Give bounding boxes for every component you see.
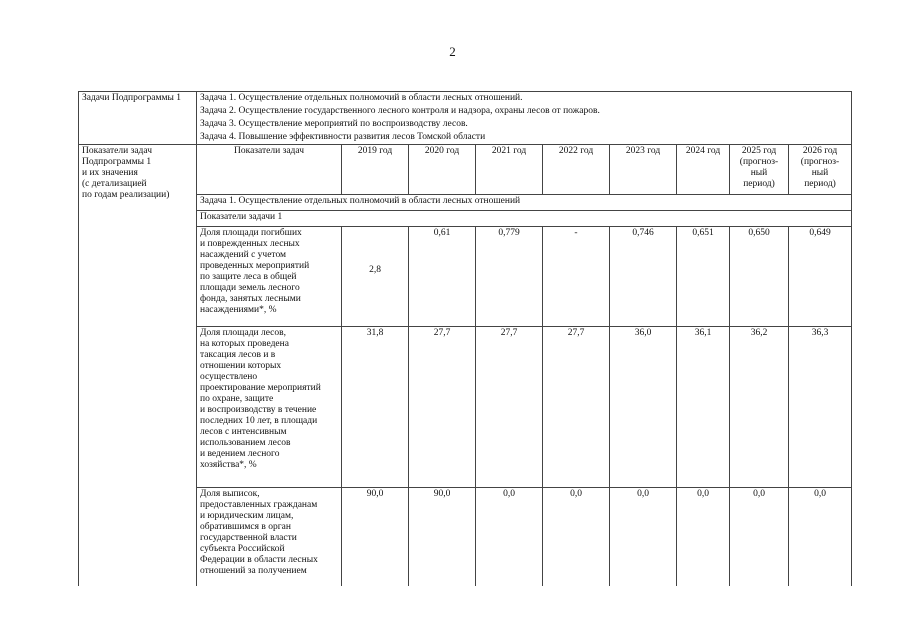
header-year-2022: 2022 год xyxy=(543,145,610,195)
subprogram-passport-table xyxy=(78,91,852,586)
indicator-name: Доля площади погибших и поврежденных лесных насаждений с учетом проведенных мероприятий по защите леса в общей площади земель лесного фонда, занятых лесными насаждениями*, % xyxy=(197,227,342,327)
value-2025: 0,650 xyxy=(730,227,789,327)
indicator-name: Доля выписок, предоставленных гражданам и юридическим лицам, обратившимся в орган государственной власти субъекта Российской Федерации в области лесных отношений за получением xyxy=(197,488,342,586)
value-2023: 0,746 xyxy=(610,227,677,327)
header-year-2019: 2019 год xyxy=(342,145,409,195)
value-2021: 27,7 xyxy=(476,327,543,488)
task-1-title: Задача 1. Осуществление отдельных полномочий в области лесных отношений xyxy=(197,195,852,211)
tasks-label: Задачи Подпрограммы 1 xyxy=(79,92,197,145)
task-item-1: Задача 1. Осуществление отдельных полномочий в области лесных отношений. xyxy=(197,92,852,106)
value-2020: 90,0 xyxy=(409,488,476,586)
value-2020: 27,7 xyxy=(409,327,476,488)
value-2025: 36,2 xyxy=(730,327,789,488)
value-2020: 0,61 xyxy=(409,227,476,327)
header-year-2025-forecast: 2025 год (прогноз- ный период) xyxy=(730,145,789,195)
page-number: 2 xyxy=(449,44,456,59)
value-2024: 0,651 xyxy=(677,227,730,327)
value-2021: 0,0 xyxy=(476,488,543,586)
header-indicator-name: Показатели задач xyxy=(197,145,342,195)
tasks-row xyxy=(79,92,852,106)
value-2024: 0,0 xyxy=(677,488,730,586)
task-item-4: Задача 4. Повышение эффективности развития лесов Томской области xyxy=(197,131,852,145)
value-2019: 31,8 xyxy=(342,327,409,488)
task-item-3: Задача 3. Осуществление мероприятий по воспроизводству лесов. xyxy=(197,118,852,131)
value-2023: 0,0 xyxy=(610,488,677,586)
value-2019: 2,8 xyxy=(342,227,409,327)
task-1-indicators-title: Показатели задачи 1 xyxy=(197,211,852,227)
value-2026: 0,0 xyxy=(789,488,852,586)
value-2022: 0,0 xyxy=(543,488,610,586)
value-2026: 0,649 xyxy=(789,227,852,327)
value-2021: 0,779 xyxy=(476,227,543,327)
value-2019: 90,0 xyxy=(342,488,409,586)
indicator-name: Доля площади лесов, на которых проведена таксация лесов и в отношении которых осуществлено проектирование мероприятий по охране, защите и воспроизводству в течение последних 10 лет, в площади лесов с интенсивным использованием лесов и ведением лесного хозяйства*, % xyxy=(197,327,342,488)
task-item-2: Задача 2. Осуществление государственного лесного контроля и надзора, охраны лесов от пожаров. xyxy=(197,105,852,118)
value-2022: - xyxy=(543,227,610,327)
header-year-2021: 2021 год xyxy=(476,145,543,195)
header-year-2026-forecast: 2026 год (прогноз- ный период) xyxy=(789,145,852,195)
header-year-2024: 2024 год xyxy=(677,145,730,195)
value-2024: 36,1 xyxy=(677,327,730,488)
header-year-2020: 2020 год xyxy=(409,145,476,195)
indicators-label: Показатели задач Подпрограммы 1 и их значения (с детализацией по годам реализации) xyxy=(79,145,197,586)
value-2025: 0,0 xyxy=(730,488,789,586)
value-2022: 27,7 xyxy=(543,327,610,488)
value-2023: 36,0 xyxy=(610,327,677,488)
value-2026: 36,3 xyxy=(789,327,852,488)
indicators-header-row xyxy=(79,145,852,195)
header-year-2023: 2023 год xyxy=(610,145,677,195)
